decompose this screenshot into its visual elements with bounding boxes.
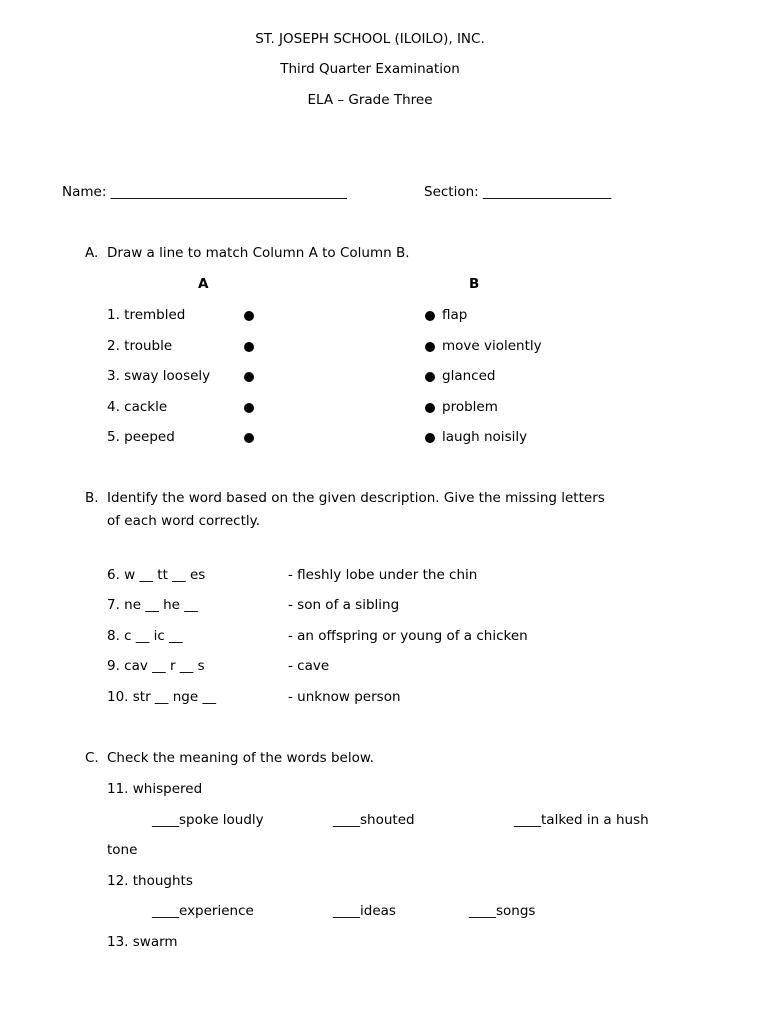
part-b-instruction-cont: of each word correctly. [107,513,261,529]
match-right-item: move violently [442,338,542,354]
fill-word[interactable]: 7. ne __ he __ [107,597,198,613]
part-a-instruction: Draw a line to match Column A to Column B. [107,245,410,261]
match-right-dot[interactable] [425,403,435,413]
match-left-item: 3. sway loosely [107,368,211,384]
match-right-item: laugh noisily [442,429,528,445]
q11-option[interactable]: ____spoke loudly [152,812,264,828]
fill-description: - an offspring or young of a chicken [288,628,528,644]
match-left-dot[interactable] [244,433,254,443]
part-c-letter: C. [85,750,99,766]
exam-title: Third Quarter Examination [280,61,460,77]
q12-option[interactable]: ____ideas [333,903,396,919]
fill-word[interactable]: 10. str __ nge __ [107,689,216,705]
section-field[interactable]: Section: ___________________ [424,184,612,200]
match-left-dot[interactable] [244,372,254,382]
match-left-dot[interactable] [244,311,254,321]
question-12: 12. thoughts [107,873,193,889]
question-13: 13. swarm [107,934,178,950]
match-right-dot[interactable] [425,342,435,352]
match-left-item: 1. trembled [107,307,186,323]
subject-title: ELA – Grade Three [307,92,433,108]
fill-description: - cave [288,658,330,674]
match-right-item: glanced [442,368,496,384]
fill-word[interactable]: 8. c __ ic __ [107,628,183,644]
match-right-dot[interactable] [425,311,435,321]
match-left-dot[interactable] [244,342,254,352]
name-field[interactable]: Name: ___________________________________ [62,184,347,200]
school-name: ST. JOSEPH SCHOOL (ILOILO), INC. [255,31,485,47]
match-right-item: flap [442,307,468,323]
match-left-dot[interactable] [244,403,254,413]
part-c-instruction: Check the meaning of the words below. [107,750,374,766]
q11-option[interactable]: ____shouted [333,812,415,828]
q11-option-wrap: tone [107,842,138,858]
q12-option[interactable]: ____experience [152,903,254,919]
part-a-letter: A. [85,245,99,261]
fill-description: - fleshly lobe under the chin [288,567,478,583]
q11-option[interactable]: ____talked in a hush [514,812,649,828]
part-b-instruction: Identify the word based on the given description. Give the missing letters [107,490,605,506]
match-left-item: 2. trouble [107,338,173,354]
match-right-dot[interactable] [425,372,435,382]
column-b-header: B [469,276,480,292]
fill-word[interactable]: 9. cav __ r __ s [107,658,205,674]
fill-description: - unknow person [288,689,401,705]
match-left-item: 5. peeped [107,429,175,445]
question-11: 11. whispered [107,781,203,797]
part-b-letter: B. [85,490,99,506]
match-right-dot[interactable] [425,433,435,443]
fill-description: - son of a sibling [288,597,400,613]
match-left-item: 4. cackle [107,399,168,415]
fill-word[interactable]: 6. w __ tt __ es [107,567,206,583]
column-a-header: A [198,276,209,292]
match-right-item: problem [442,399,498,415]
q12-option[interactable]: ____songs [469,903,536,919]
